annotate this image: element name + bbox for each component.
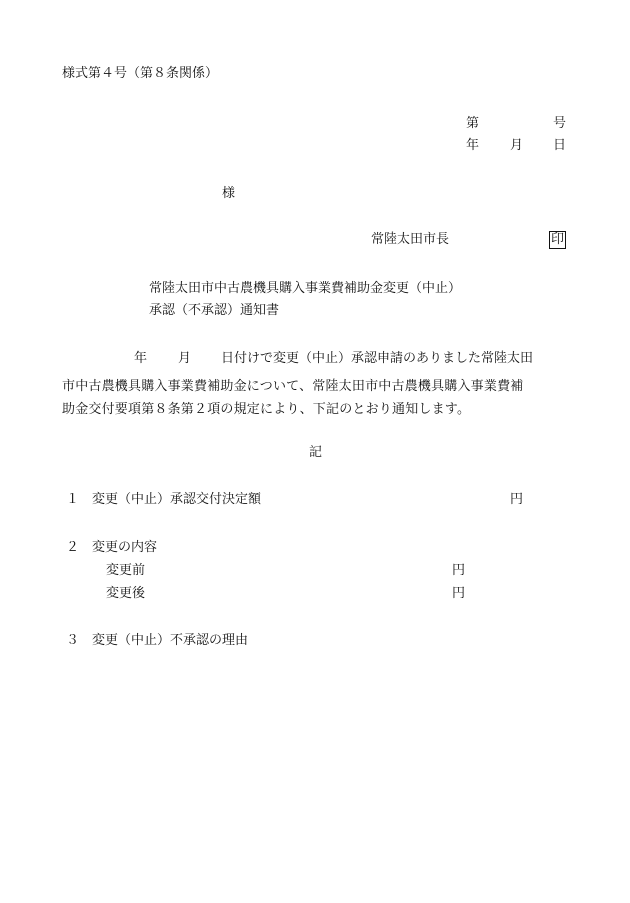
body-line-2: 市中古農機具購入事業費補助金について、常陸太田市中古農機具購入事業費補: [62, 379, 524, 394]
item-2-after-label: 変更後: [106, 586, 146, 601]
item-1-label: 変更（中止）承認交付決定額: [92, 492, 262, 507]
seal-mark: 印: [551, 232, 565, 247]
item-2-after-unit: 円: [452, 586, 466, 601]
item-2-number: ２: [66, 540, 80, 555]
issuer: 常陸太田市長: [371, 232, 450, 247]
item-2-before-unit: 円: [452, 563, 466, 578]
body-line-3: 助金交付要項第８条第２項の規定により、下記のとおり通知します。: [62, 402, 471, 417]
ki-heading: 記: [309, 445, 323, 460]
date-day: 日: [553, 138, 567, 153]
date-month: 月: [510, 138, 524, 153]
body-month: 月: [178, 351, 192, 366]
form-number: 様式第４号（第８条関係）: [62, 66, 219, 81]
body-line-1: 日付けで変更（中止）承認申請のありました常陸太田: [221, 351, 534, 366]
addressee-honorific: 様: [222, 186, 236, 201]
item-1-unit: 円: [510, 492, 524, 507]
title-line-2: 承認（不承認）通知書: [149, 303, 280, 318]
body-year: 年: [134, 351, 148, 366]
document-number-prefix: 第: [466, 116, 480, 131]
item-2-before-label: 変更前: [106, 563, 146, 578]
item-1-number: １: [66, 492, 80, 507]
item-2-label: 変更の内容: [92, 540, 158, 555]
date-year: 年: [466, 138, 480, 153]
item-3-number: ３: [66, 633, 80, 648]
item-3-label: 変更（中止）不承認の理由: [92, 633, 249, 648]
document-number-suffix: 号: [553, 116, 567, 131]
title-line-1: 常陸太田市中古農機具購入事業費補助金変更（中止）: [149, 281, 462, 296]
